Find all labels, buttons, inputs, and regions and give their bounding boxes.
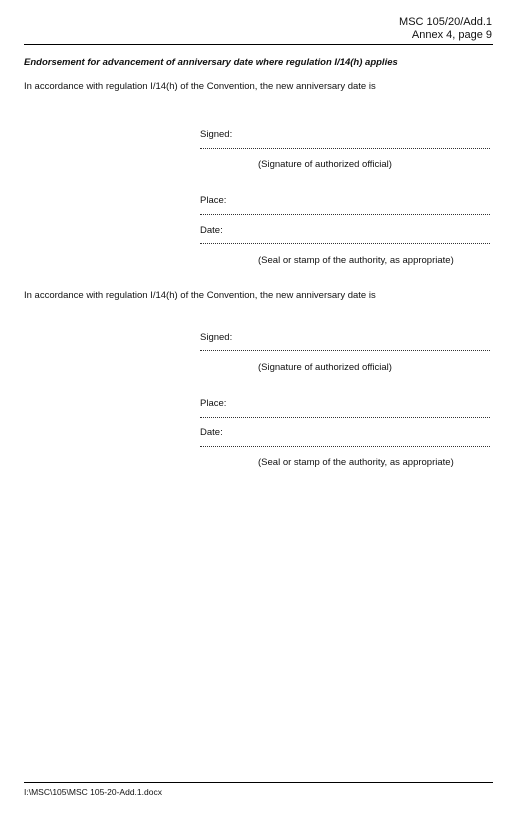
date-line-2 xyxy=(200,446,490,447)
page-reference: Annex 4, page 9 xyxy=(411,29,492,41)
document-number: MSC 105/20/Add.1 xyxy=(399,16,492,28)
signature-caption-2: (Signature of authorized official) xyxy=(258,362,392,373)
anniversary-statement-2: In accordance with regulation I/14(h) of the Convention, the new anniversary date is xyxy=(24,290,376,301)
date-label-1: Date: xyxy=(200,225,223,236)
signed-label-1: Signed: xyxy=(200,129,233,140)
signature-line-1 xyxy=(200,148,490,149)
place-label-1: Place: xyxy=(200,195,227,206)
date-label-2: Date: xyxy=(200,427,223,438)
place-line-1 xyxy=(200,214,490,215)
seal-caption-1: (Seal or stamp of the authority, as appropriate) xyxy=(258,255,454,266)
footer-rule xyxy=(24,782,493,783)
endorsement-title: Endorsement for advancement of anniversary date where regulation I/14(h) applies xyxy=(24,57,398,68)
signature-caption-1: (Signature of authorized official) xyxy=(258,159,392,170)
signature-line-2 xyxy=(200,350,490,351)
signed-label-2: Signed: xyxy=(200,332,233,343)
footer-file-path: I:\MSC\105\MSC 105-20-Add.1.docx xyxy=(24,787,162,797)
anniversary-statement-1: In accordance with regulation I/14(h) of the Convention, the new anniversary date is xyxy=(24,81,376,92)
place-line-2 xyxy=(200,417,490,418)
header-rule xyxy=(24,44,493,45)
seal-caption-2: (Seal or stamp of the authority, as appropriate) xyxy=(258,457,454,468)
date-line-1 xyxy=(200,243,490,244)
place-label-2: Place: xyxy=(200,398,227,409)
